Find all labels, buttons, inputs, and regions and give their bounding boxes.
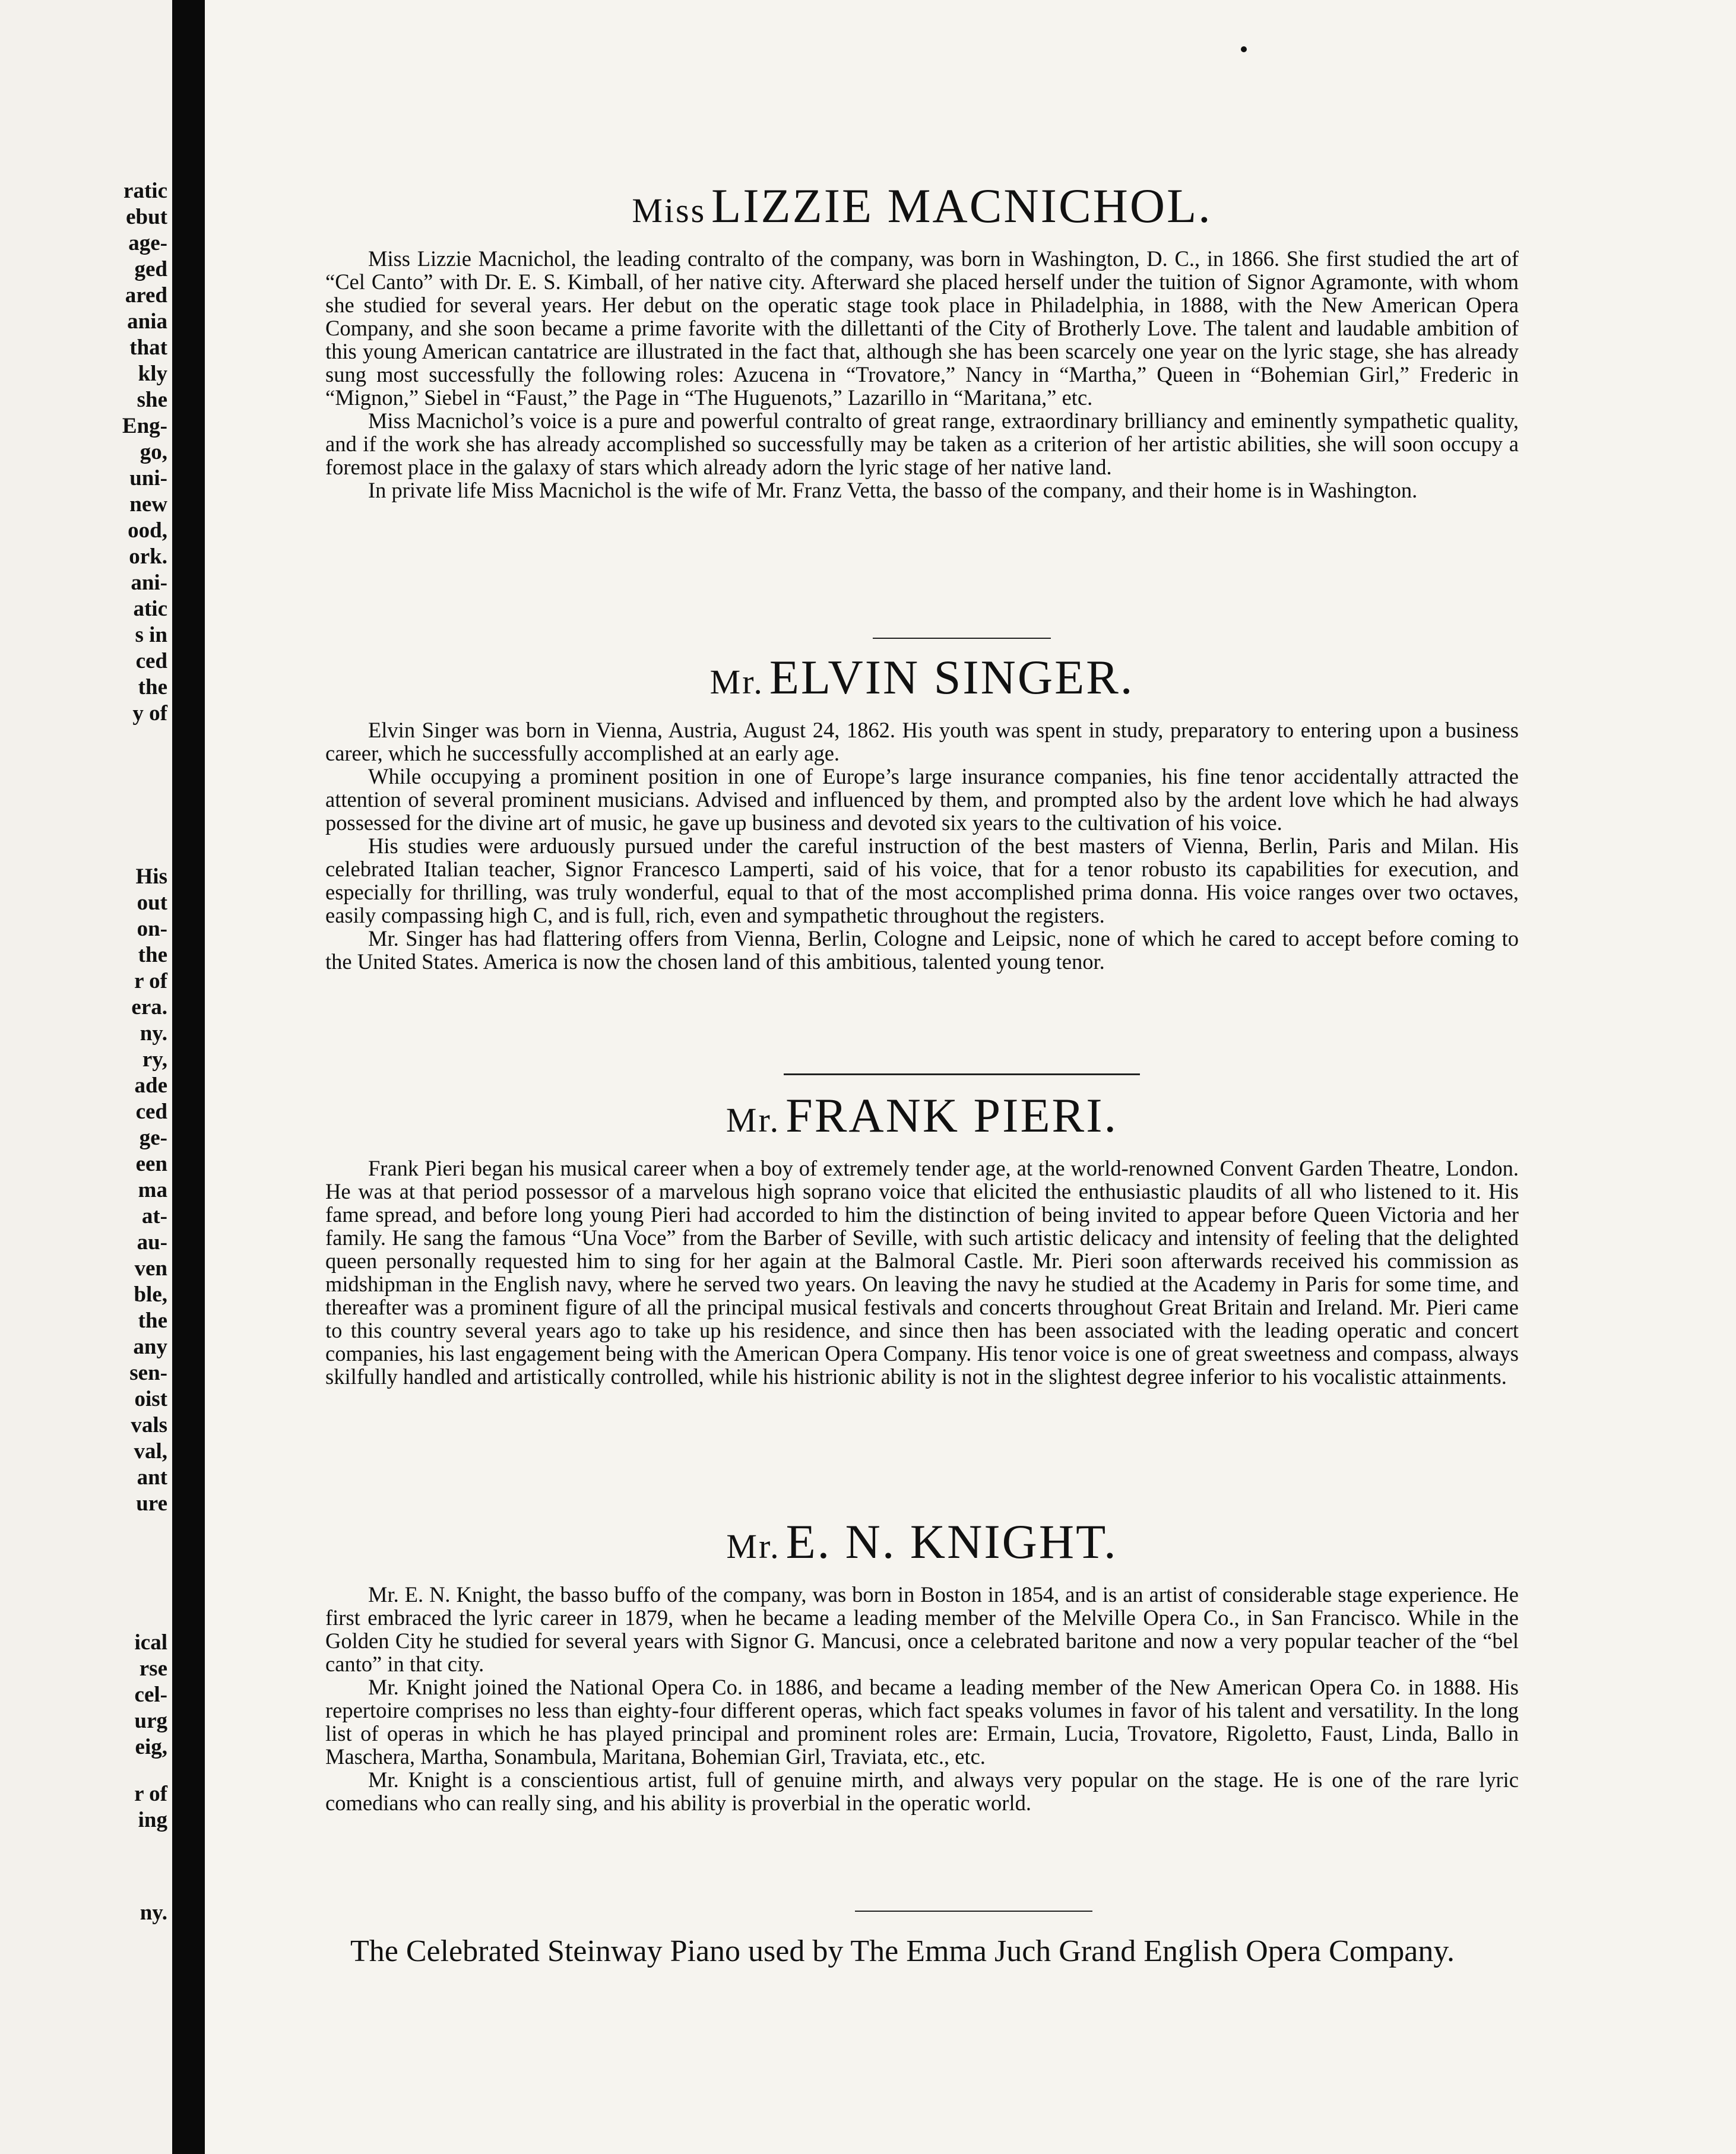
facing-page-text-fragment: at- xyxy=(141,1204,167,1228)
heading-name: FRANK PIERI. xyxy=(785,1088,1119,1142)
heading-name: E. N. KNIGHT. xyxy=(785,1515,1118,1569)
facing-page-text-fragment: y of xyxy=(132,701,167,726)
footer-advertisement: The Celebrated Steinway Piano used by The Emma Juch Grand English Opera Company. xyxy=(350,1934,1455,1968)
paragraph: Frank Pieri began his musical career when a boy of extremely tender age, at the world-renowned Convent Garden Theatre, London. He was at that period possessor of a marvelous high soprano voice that elicited the enthusiastic plaudits of all who listened to it. His fame spread, and before long young Pieri had accorded to him the distinction of being invited to appear before Queen Victoria and her family. He sang the famous “Una Voce” from the Barber of Seville, with such artistic delicacy and intensity of feeling that the delighted queen personally requested him to sing for her again at the Balmoral Castle. Mr. Pieri soon afterwards received his commission as midshipman in the English navy, where he served two years. On leaving the navy he studied at the Academy in Paris for some time, and thereafter was a prominent figure of all the principal musical festivals and concerts throughout Great Britain and Ireland. Mr. Pieri came to this country several years ago to take up his residence, and since then has been associated with the leading operatic and concert companies, his last engagement being with the American Opera Company. His tenor voice is one of great sweetness and compass, always skilfully handled and artistically controlled, while his histrionic ability is not in the slightest degree inferior to his vocalistic attainments. xyxy=(325,1156,1519,1389)
facing-page-text-fragment: au- xyxy=(137,1230,167,1255)
facing-page-text-fragment: ced xyxy=(135,1100,167,1124)
facing-page-text-fragment: vals xyxy=(131,1413,167,1437)
facing-page-text-fragment: ny. xyxy=(140,1900,167,1925)
facing-page-text-fragment: ny. xyxy=(140,1021,167,1046)
facing-page-text-fragment: ratic xyxy=(123,179,167,203)
facing-page-text-fragment: ared xyxy=(125,283,167,308)
facing-page-text-fragment: r of xyxy=(134,1782,167,1806)
facing-page-text-fragment: ani- xyxy=(131,571,167,595)
paragraph: In private life Miss Macnichol is the wife of Mr. Franz Vetta, the basso of the company, and their home is in Washington. xyxy=(368,478,1418,502)
facing-page-text-fragment: ure xyxy=(136,1491,167,1516)
facing-page-text-fragment: uni- xyxy=(129,466,167,490)
facing-page-text-fragment: ade xyxy=(134,1073,167,1098)
paragraph: Mr. Knight is a conscientious artist, full of genuine mirth, and always very popular on the stage. He is one of the rare lyric comedians who can really sing, and his ability is proverbial in the operatic world. xyxy=(325,1767,1519,1815)
facing-page-text-fragment: ble, xyxy=(134,1282,167,1307)
section-lizzie-macnichol xyxy=(325,178,1519,502)
facing-page-text-fragment: she xyxy=(137,388,167,412)
paragraph: Mr. Singer has had flattering offers from Vienna, Berlin, Cologne and Leipsic, none of which he cared to accept before coming to the United States. America is now the chosen land of this ambitious, talented young tenor. xyxy=(325,926,1519,974)
printer-dot xyxy=(1241,46,1247,52)
section-heading xyxy=(325,178,1519,234)
facing-page-text-fragment: His xyxy=(135,864,167,889)
section-e-n-knight xyxy=(325,1514,1519,1814)
facing-page-text-fragment: cel- xyxy=(134,1683,167,1707)
facing-page-text-fragment: sen- xyxy=(129,1361,167,1385)
facing-page-text-fragment: out xyxy=(137,891,167,915)
facing-page-text-fragment: ven xyxy=(134,1256,167,1281)
section-frank-pieri xyxy=(325,1088,1519,1388)
facing-page-text-fragment: oist xyxy=(134,1387,167,1411)
facing-page-text-fragment: kly xyxy=(138,362,167,386)
facing-page-text-fragment: ry, xyxy=(142,1047,167,1072)
facing-page-text-fragment: any xyxy=(133,1335,167,1359)
facing-page-text-fragment: ma xyxy=(138,1178,167,1202)
facing-page-text-fragment: ing xyxy=(138,1808,167,1832)
facing-page-text-fragment: ced xyxy=(135,649,167,673)
heading-honorific: Mr. xyxy=(726,1101,781,1139)
heading-name: ELVIN SINGER. xyxy=(769,650,1135,704)
facing-page-text-fragment: ood, xyxy=(128,518,167,543)
facing-page-text-fragment: that xyxy=(129,335,167,360)
facing-page-text-fragment: ork. xyxy=(129,544,167,569)
facing-page-text-fragment: the xyxy=(138,943,167,967)
facing-page-text-fragment: r of xyxy=(134,969,167,993)
facing-page-text-fragment: urg xyxy=(134,1709,167,1733)
facing-page-text-fragment: on- xyxy=(137,917,167,941)
facing-page-text-fragment: atic xyxy=(133,597,167,621)
facing-page-text-fragment: the xyxy=(138,1309,167,1333)
facing-page-text-fragment: een xyxy=(135,1152,167,1176)
divider-rule xyxy=(784,1073,1140,1075)
facing-page-fragment xyxy=(0,0,172,2154)
facing-page-text-fragment: Eng- xyxy=(122,414,167,438)
facing-page-text-fragment: ania xyxy=(127,309,167,334)
divider-rule xyxy=(855,1911,1092,1912)
paragraph: While occupying a prominent position in one of Europe’s large insurance companies, his fine tenor accidentally attracted the attention of several prominent musicians. Advised and influenced by them, and prompted also by the ardent love which he had always possessed for the divine art of music, he gave up business and devoted six years to the cultivation of his voice. xyxy=(325,764,1519,835)
heading-honorific: Mr. xyxy=(726,1527,781,1566)
paragraph: His studies were arduously pursued under the careful instruction of the best masters of Vienna, Berlin, Paris and Milan. His celebrated Italian teacher, Signor Francesco Lamperti, said of his voice, that for a tenor robusto its capabilities for execution, and especially for thrilling, was truly wonderful, equal to that of the most accomplished prima donna. His voice ranges over two octaves, easily compassing high C, and is full, rich, even and sympathetic throughout the registers. xyxy=(325,834,1519,927)
facing-page-text-fragment: ge- xyxy=(139,1126,167,1150)
paragraph: Miss Lizzie Macnichol, the leading contralto of the company, was born in Washington, D. C., in 1866. She first studied the art of “Cel Canto” with Dr. E. S. Kimball, of her native city. Afterward she placed herself under the tuition of Signor Agramonte, with whom she studied for several years. Her debut on the operatic stage took place in Philadelphia, in 1888, with the New American Opera Company, and she soon became a prime favorite with the dillettanti of the City of Brotherly Love. The talent and laudable ambition of this young American cantatrice are illustrated in the fact that, although she has been scarcely one year on the lyric stage, she has already sung most successfully the following roles: Azucena in “Trovatore,” Nancy in “Martha,” Queen in “Bohemian Girl,” Frederic in “Mignon,” Siebel in “Faust,” the Page in “The Huguenots,” Lazarillo in “Maritana,” etc. xyxy=(325,246,1519,410)
paragraph: Miss Macnichol’s voice is a pure and powerful contralto of great range, extraordinary brilliancy and eminently sympathetic quality, and if the work she has already accomplished so successfully may be taken as a criterion of her artistic abilities, she will soon occupy a foremost place in the galaxy of stars which already adorn the lyric stage of her native land. xyxy=(325,408,1519,479)
section-heading xyxy=(325,1514,1519,1570)
facing-page-text-fragment: ebut xyxy=(126,205,167,229)
heading-honorific: Mr. xyxy=(709,663,764,701)
section-elvin-singer xyxy=(325,650,1519,973)
divider-rule xyxy=(873,638,1051,639)
facing-page-text-fragment: rse xyxy=(139,1656,167,1681)
heading-honorific: Miss xyxy=(632,191,707,230)
section-heading xyxy=(325,1088,1519,1143)
facing-page-text-fragment: era. xyxy=(131,995,167,1019)
facing-page-text-fragment: s in xyxy=(135,623,167,647)
section-heading xyxy=(325,650,1519,705)
facing-page-text-fragment: the xyxy=(138,675,167,699)
facing-page-text-fragment: eig, xyxy=(135,1735,167,1759)
paragraph: Mr. Knight joined the National Opera Co. in 1886, and became a leading member of the New American Opera Co. in 1888. His repertoire comprises no less than eighty-four different operas, which fact speaks volumes in favor of his talent and versatility. In the long list of operas in which he has played principal and prominent roles are: Ermain, Lucia, Trovatore, Rigoletto, Faust, Linda, Ballo in Maschera, Martha, Sonambula, Maritana, Bohemian Girl, Traviata, etc., etc. xyxy=(325,1675,1519,1769)
page-gutter xyxy=(172,0,207,2154)
facing-page-text-fragment: ged xyxy=(134,257,167,281)
facing-page-text-fragment: ant xyxy=(137,1465,167,1490)
facing-page-text-fragment: ical xyxy=(134,1630,167,1655)
facing-page-text-fragment: val, xyxy=(134,1439,167,1464)
facing-page-text-fragment: go, xyxy=(140,440,167,464)
facing-page-text-fragment: age- xyxy=(128,231,167,255)
facing-page-text-fragment: new xyxy=(129,492,167,517)
paragraph: Mr. E. N. Knight, the basso buffo of the company, was born in Boston in 1854, and is an artist of considerable stage experience. He first embraced the lyric career in 1879, when he became a leading member of the Melville Opera Co., in San Francisco. While in the Golden City he studied for several years with Signor G. Mancusi, once a celebrated baritone and now a very popular teacher of the “bel canto” in that city. xyxy=(325,1582,1519,1676)
paragraph: Elvin Singer was born in Vienna, Austria, August 24, 1862. His youth was spent in study, preparatory to entering upon a business career, which he successfully accomplished at an early age. xyxy=(325,718,1519,765)
heading-name: LIZZIE MACNICHOL. xyxy=(711,179,1212,233)
